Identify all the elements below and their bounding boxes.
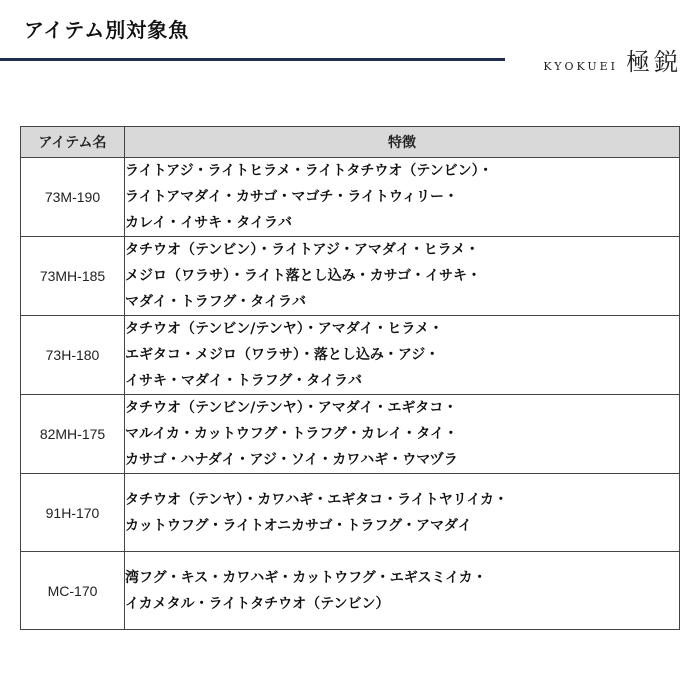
feature-line: カサゴ・ハナダイ・アジ・ソイ・カワハギ・ウマヅラ xyxy=(125,452,458,468)
item-name-cell: 91H-170 xyxy=(21,474,125,552)
features-cell xyxy=(125,395,680,474)
features-cell xyxy=(125,237,680,316)
feature-line: マダイ・トラフグ・タイラバ xyxy=(125,294,307,310)
feature-line: エギタコ・メジロ（ワラサ）・落とし込み・アジ・ xyxy=(125,347,440,363)
table-row xyxy=(21,552,680,630)
brand-latin: KYOKUEI xyxy=(543,60,618,73)
item-name-cell: 82MH-175 xyxy=(21,395,125,474)
feature-line: タチウオ（テンビン）・ライトアジ・アマダイ・ヒラメ・ xyxy=(125,242,480,258)
column-header-features: 特徴 xyxy=(125,127,680,158)
feature-line: ライトアマダイ・カサゴ・マゴチ・ライトウィリー・ xyxy=(125,189,459,205)
item-name-cell: 73M-190 xyxy=(21,158,125,237)
brand-kanji: 極鋭 xyxy=(626,48,682,76)
page-title: アイテム別対象魚 xyxy=(24,18,190,42)
feature-line: 湾フグ・キス・カワハギ・カットウフグ・エギスミイカ・ xyxy=(125,569,487,586)
feature-line: タチウオ（テンヤ）・カワハギ・エギタコ・ライトヤリイカ・ xyxy=(125,491,508,508)
features-cell xyxy=(125,474,680,552)
feature-line: イサキ・マダイ・トラフグ・タイラバ xyxy=(125,373,363,389)
item-name-cell: 73H-180 xyxy=(21,316,125,395)
table-row xyxy=(21,395,680,474)
table-row xyxy=(21,237,680,316)
features-cell xyxy=(125,158,680,237)
feature-line: ライトアジ・ライトヒラメ・ライトタチウオ（テンビン）・ xyxy=(125,163,493,179)
feature-line: マルイカ・カットウフグ・トラフグ・カレイ・タイ・ xyxy=(125,426,458,442)
table-row xyxy=(21,158,680,237)
feature-line: イカメタル・ライトタチウオ（テンビン） xyxy=(125,595,390,612)
feature-line: カットウフグ・ライトオニカサゴ・トラフグ・アマダイ xyxy=(125,517,472,534)
table-row xyxy=(21,474,680,552)
features-cell xyxy=(125,316,680,395)
features-cell xyxy=(125,552,680,630)
brand-logo xyxy=(543,42,682,77)
column-header-item: アイテム名 xyxy=(21,127,125,158)
header-rule xyxy=(0,58,505,61)
table-header-row xyxy=(21,127,680,158)
feature-line: カレイ・イサキ・タイラバ xyxy=(125,215,293,231)
item-name-cell: MC-170 xyxy=(21,552,125,630)
table-row xyxy=(21,316,680,395)
target-fish-table xyxy=(20,126,680,630)
feature-line: タチウオ（テンビン/テンヤ）・アマダイ・エギタコ・ xyxy=(125,400,458,416)
feature-line: タチウオ（テンビン/テンヤ）・アマダイ・ヒラメ・ xyxy=(125,321,444,337)
item-name-cell: 73MH-185 xyxy=(21,237,125,316)
feature-line: メジロ（ワラサ）・ライト落とし込み・カサゴ・イサキ・ xyxy=(125,268,482,284)
